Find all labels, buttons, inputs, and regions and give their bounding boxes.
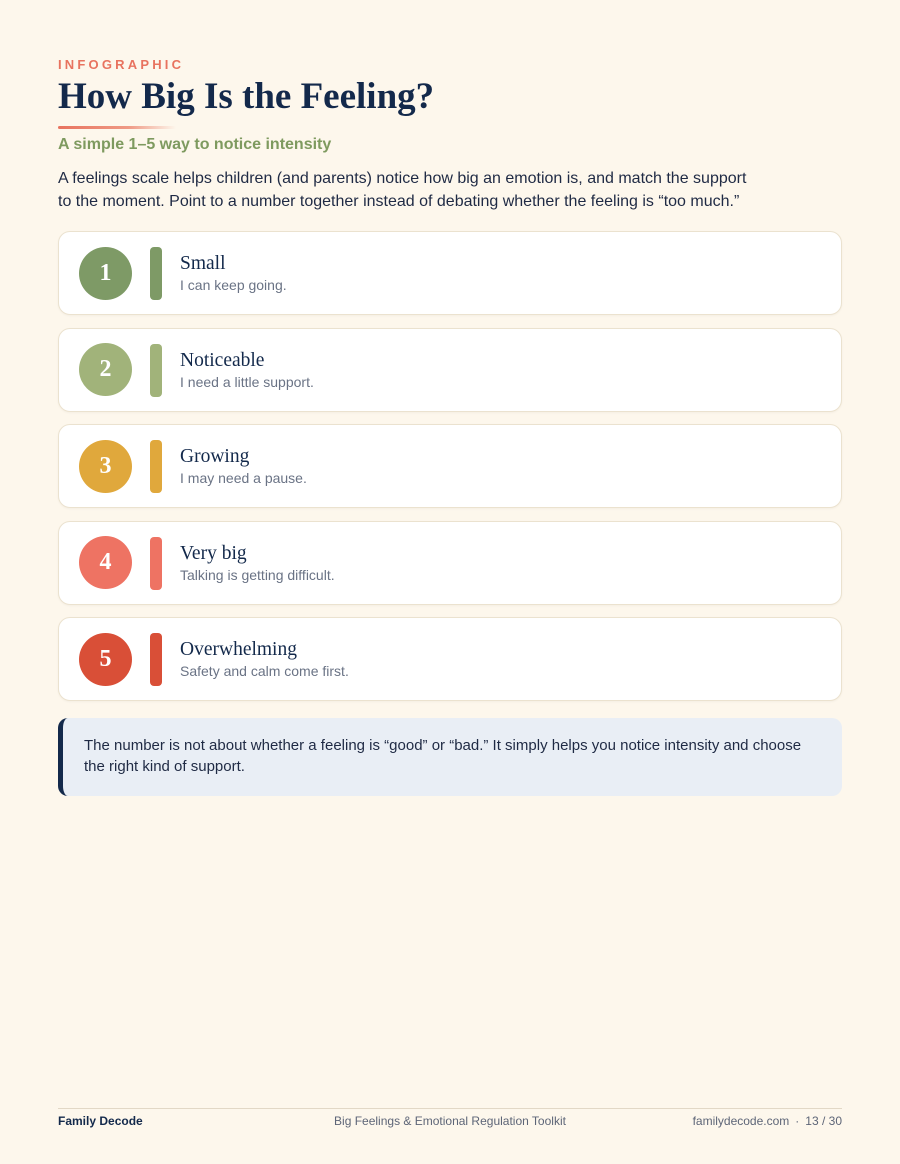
level-color-bar [150,633,162,686]
page-title: How Big Is the Feeling? [58,76,435,117]
feelings-scale [58,231,842,714]
level-name: Overwhelming [180,639,297,660]
level-number-badge: 2 [79,343,132,396]
level-description: Safety and calm come first. [180,663,349,679]
level-color-bar [150,440,162,493]
scale-level-4 [58,521,842,605]
level-name: Growing [180,446,250,467]
page-subtitle: A simple 1–5 way to notice intensity [58,136,332,153]
level-description: I can keep going. [180,277,287,293]
level-color-bar [150,537,162,590]
level-name: Very big [180,542,247,564]
scale-level-1 [58,231,842,315]
footer-site-link[interactable]: familydecode.com [692,1114,790,1128]
level-number-badge: 5 [79,633,132,686]
level-number-badge: 3 [79,440,132,493]
footer-divider [58,1108,842,1109]
scale-level-5 [58,617,842,701]
scale-level-3 [58,424,842,508]
callout-note-text: The number is not about whether a feeling is “good” or “bad.” It simply helps you notice intensity and choose the right kind of support. [84,737,802,775]
level-description: Talking is getting difficult. [180,566,335,583]
page [58,0,842,1164]
level-number-badge: 4 [79,536,132,589]
level-color-bar [150,247,162,300]
level-number-badge: 1 [79,247,132,300]
page-number: 13 / 30 [805,1114,842,1128]
level-description: I need a little support. [180,373,314,390]
level-name: Small [180,253,226,274]
title-underline [58,126,176,129]
footer-toolkit-title: Big Feelings & Emotional Regulation Toolkit [334,1114,566,1128]
level-color-bar [150,344,162,397]
level-description: I may need a pause. [180,470,307,486]
level-name: Noticeable [180,349,265,371]
callout-note [58,718,842,796]
eyebrow-label: INFOGRAPHIC [58,57,185,72]
scale-level-2 [58,328,842,412]
intro-paragraph: A feelings scale helps children (and parents) notice how big an emotion is, and match the support to the moment. Point to a number together instead of debating whether the feeling is “too much.” [58,170,747,210]
footer-brand: Family Decode [58,1114,143,1128]
footer-separator: · [795,1114,800,1128]
footer-meta [693,1114,842,1128]
